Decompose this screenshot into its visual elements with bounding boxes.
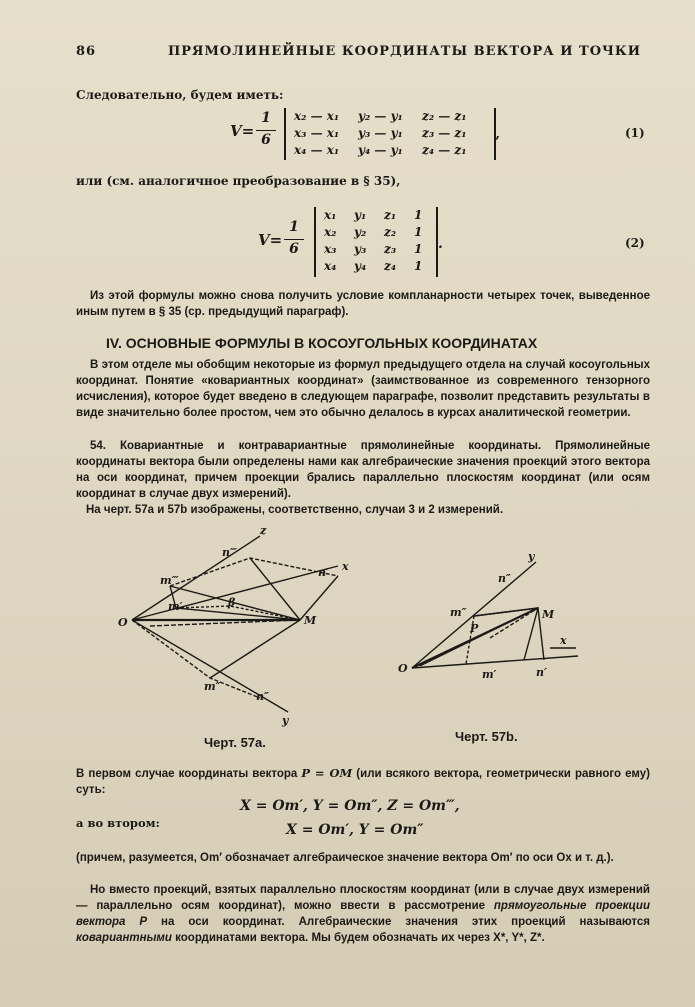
formula-first-case: X = Om′, Y = Om″, Z = Om‴, [240,798,460,814]
formula2-row: x₄ y₄ z₄ 1 [324,259,423,273]
formula1-trail: , [495,126,500,142]
paragraph-54-heading: 54. Ковариантные и контравариантные прямолинейные координаты. [90,440,542,452]
formula1-row: x₂ — x₁ y₂ — y₁ z₂ — z₁ [294,109,467,123]
formula2-trail: . [438,236,443,252]
axis-y-line [412,562,536,668]
label-O: O [398,662,408,675]
formula2-numerator: 1 [289,219,299,235]
first-case-text: В первом случае координаты вектора P = OM (или всякого вектора, геометрически равного ему) суть: [76,766,650,796]
formula1-number: (1) [625,126,645,140]
figure-57b [390,548,590,698]
running-title: ПРЯМОЛИНЕЙНЫЕ КООРДИНАТЫ ВЕКТОРА И ТОЧКИ [168,44,641,59]
formula1-denominator: 6 [261,132,271,148]
label-O: O [118,616,128,629]
formula1-row: x₃ — x₁ y₃ — y₁ z₃ — z₁ [294,126,467,140]
figure-57a [110,528,360,728]
emphasis-covariant: ковариантными [76,932,172,944]
label-m1: m′ [482,668,497,681]
formula2-row: x₂ y₂ z₂ 1 [324,225,423,239]
emphasis-rectangular-projections: прямоугольные проекции вектора P [76,900,650,928]
remark: (причем, разумеется, Om′ обозначает алгебраическое значение вектора Om′ по оси Ox и т. д.). [76,852,614,864]
formula2-denominator: 6 [289,241,299,257]
label-n1: n′ [318,566,329,579]
paragraph-54 [76,438,650,502]
paragraph-after-formula2: Из этой формулы можно снова получить условие компланарности четырех точек, выведенное иным путем в § 35 (ср. предыдущий параграф). [76,290,650,318]
label-z: z [260,528,267,537]
label-n2: n″ [256,690,269,703]
or-line: или (см. аналогичное преобразование в § 35), [76,174,401,188]
label-m1: m′ [168,600,183,613]
intro-line: Следовательно, будем иметь: [76,88,284,102]
formula1-numerator: 1 [261,110,271,126]
label-n3: n‴ [222,546,237,559]
label-m2: m″ [204,680,221,693]
section-intro: В этом отделе мы обобщим некоторые из формул предыдущего отдела на случай косоугольных координат. Понятие «ковариантных координат» (заимствованное из современного тензорного исчисления), которое будет введено в следующем параграфе, позволит представить результаты в виде значительно более простом, чем это обычно делалось в курсах аналитической геометрии. [76,359,650,419]
label-p: P [470,622,479,635]
plane-edge [210,620,300,678]
paragraph-54-text: Прямолинейные координаты вектора были определены нами как алгебраические значения проекций этого вектора на оси координат, причем проекции брались параллельно плоскостям координат (или осям координат в случае двух измерений). [76,440,650,500]
formula1-row: x₄ — x₁ y₄ — y₁ z₄ — z₁ [294,143,467,157]
figure-intro: На черт. 57a и 57b изображены, соответственно, случаи 3 и 2 измерений. [86,504,504,516]
formula2-row: x₃ y₃ z₃ 1 [324,242,423,256]
label-n2: n″ [498,572,511,585]
label-y: y [528,550,535,563]
label-beta: β [228,596,236,609]
formula2-row: x₁ y₁ z₁ 1 [324,208,423,222]
formula2-number: (2) [625,236,645,250]
caption-57b: Черт. 57b. [455,729,518,744]
page-number: 86 [76,44,97,59]
formula1-lhs: V= [230,122,255,140]
label-m2: m″ [450,606,467,619]
formula2-lhs: V= [258,231,283,249]
caption-57a: Черт. 57a. [204,735,266,750]
vector-p-om: P = OM [301,766,353,780]
final-paragraph: Но вместо проекций, взятых параллельно плоскостям координат (или в случае двух измерений — параллельно осям координат), можно ввести в рассмотрение прямоугольные проекции вектора P на оси координат. Алгебраические значения этих проекций называются ковариантными координатами вектора. Мы будем обозначать их через X*, Y*, Z*. [76,884,650,944]
label-m3: m‴ [160,574,179,587]
label-x: x [560,634,567,647]
label-n1: n′ [536,666,547,679]
formula-second-case: X = Om′, Y = Om″ [286,822,424,838]
second-case-label: а во втором: [76,816,160,830]
label-M: M [542,608,555,621]
section-title: IV. ОСНОВНЫЕ ФОРМУЛЫ В КОСОУГОЛЬНЫХ КООРДИНАТАХ [106,335,538,351]
label-y: y [282,714,289,727]
label-x: x [342,560,349,573]
vector-om [420,608,538,666]
label-M: M [304,614,317,627]
